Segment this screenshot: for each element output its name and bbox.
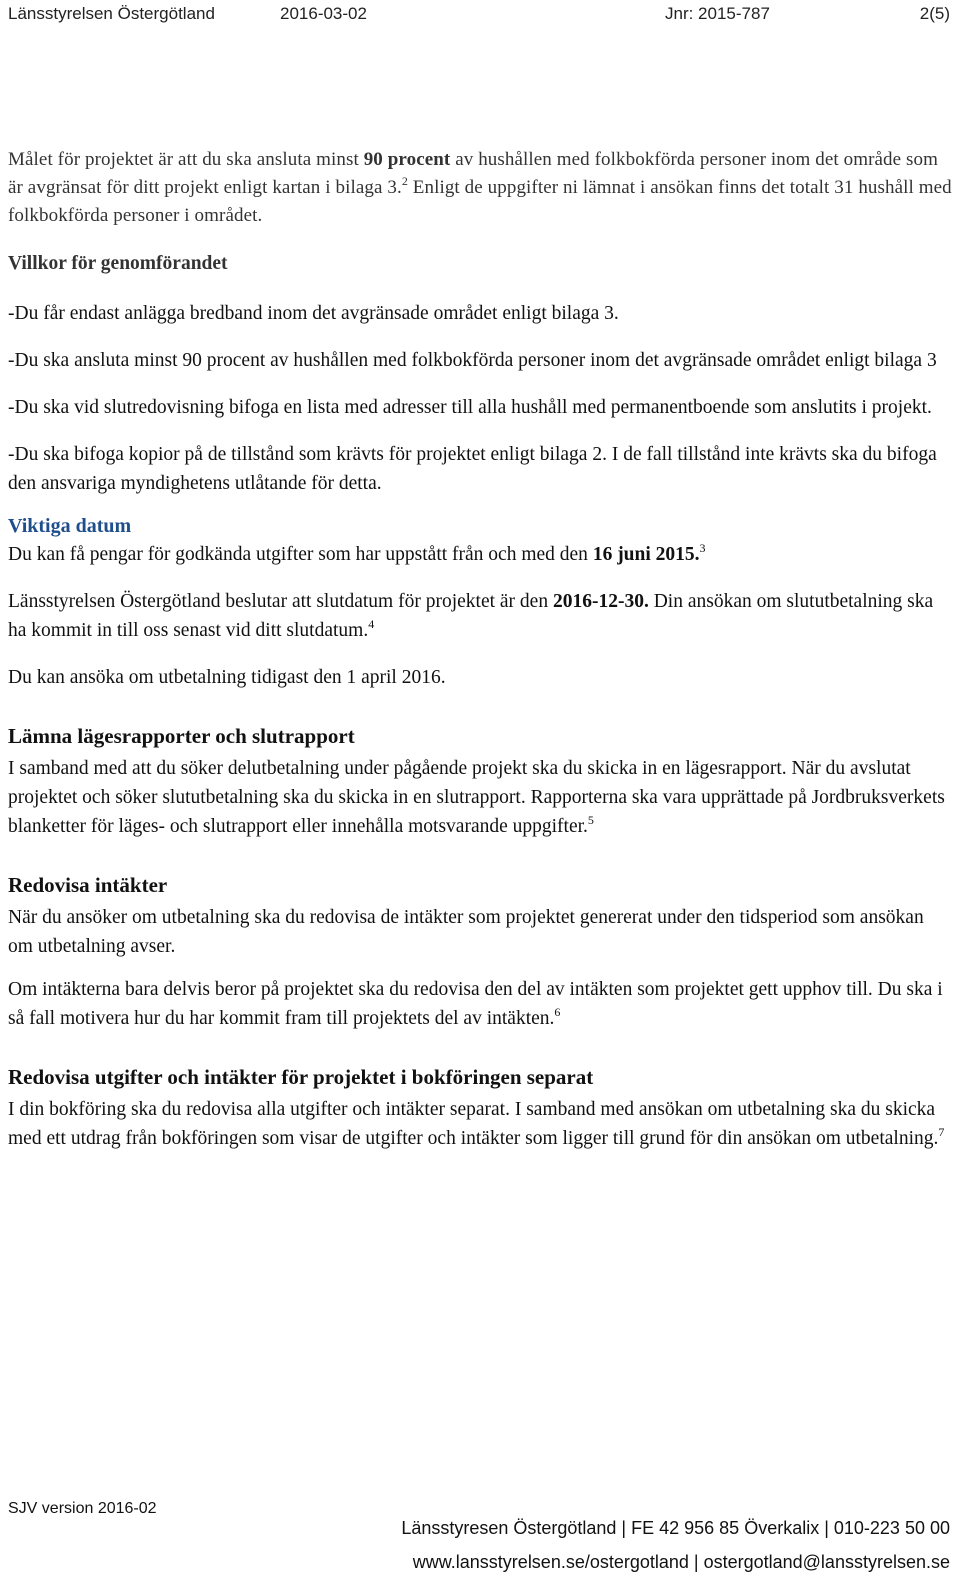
header-journal-number: Jnr: 2015-787 [665, 4, 770, 23]
footer-contact-web: www.lansstyrelsen.se/ostergotland | ostergotland@lansstyrelsen.se [412, 1552, 950, 1572]
datum-start-date: 16 juni 2015. [592, 544, 700, 565]
datum-paragraph-payout: Du kan ansöka om utbetalning tidigast den 1 april 2016. [8, 667, 446, 688]
intakter-paragraph-1: När du ansöker om utbetalning ska du redovisa de intäkter som projektet genererat under den tidsperiod som ansökan om utbetalning avser. [8, 907, 924, 957]
separat-text: I din bokföring ska du redovisa alla utgifter och intäkter separat. I samband med ansökan om utbetalning ska du skicka med ett utdrag från bokföringen som visar de utgifter och intäkter som ligger till grund för din ansökan om utbetalning. [8, 1099, 939, 1149]
intro-bold-percent: 90 procent [363, 149, 451, 170]
header-date: 2016-03-02 [280, 4, 367, 23]
rapport-heading: Lämna lägesrapporter och slutrapport [8, 724, 355, 748]
footnote-ref-2: 2 [401, 174, 408, 188]
intro-paragraph [8, 146, 953, 230]
page-header [8, 4, 950, 26]
villkor-item: -Du ska bifoga kopior på de tillstånd som krävts för projektet enligt bilaga 2. I de fall tillstånd inte krävts ska du bifoga den ansvariga myndighetens utlåtande för detta. [8, 444, 937, 494]
footer-contact-address: Länsstyresen Östergötland | FE 42 956 85 Överkalix | 010-223 50 00 [401, 1518, 950, 1538]
footnote-ref-3: 3 [699, 541, 706, 555]
footnote-ref-5: 5 [587, 813, 594, 827]
villkor-item: -Du ska ansluta minst 90 procent av hushållen med folkbokförda personer inom det avgränsade området enligt bilaga 3 [8, 350, 937, 371]
intakter-heading: Redovisa intäkter [8, 873, 168, 897]
datum-heading: Viktiga datum [8, 515, 132, 537]
datum-paragraph-start [8, 540, 953, 569]
datum-end-date: 2016-12-30. [552, 591, 649, 612]
separat-heading: Redovisa utgifter och intäkter för projektet i bokföringen separat [8, 1065, 594, 1089]
header-page-number: 2(5) [919, 4, 950, 23]
footer-version: SJV version 2016-02 [8, 1500, 157, 1517]
footnote-ref-6: 6 [554, 1005, 561, 1019]
rapport-text: I samband med att du söker delutbetalning under pågående projekt ska du skicka in en lägesrapport. När du avslutat projektet och söker slututbetalning ska du skicka in en slutrapport. Rapporterna ska vara upprättade på Jordbruksverkets blanketter för läges- och slutrapport eller innehålla motsvarande uppgifter. [8, 758, 945, 837]
intakter-text: Om intäkterna bara delvis beror på projektet ska du redovisa den del av intäkten som projektet gett upphov till. Du ska i så fall motivera hur du har kommit fram till projektets del av intäkten. [8, 979, 943, 1029]
villkor-item: -Du ska vid slutredovisning bifoga en lista med adresser till alla hushåll med permanentboende som anslutits i projekt. [8, 397, 932, 418]
datum-text-3: Din ansökan om slututbetalning ska ha kommit in till oss senast vid ditt slutdatum. [8, 591, 934, 641]
villkor-heading: Villkor för genomförandet [8, 253, 228, 274]
datum-text-2: Länsstyrelsen Östergötland beslutar att slutdatum för projektet är den [8, 591, 553, 612]
villkor-item: -Du får endast anlägga bredband inom det avgränsade området enligt bilaga 3. [8, 303, 619, 324]
intakter-paragraph-2 [8, 975, 953, 1033]
rapport-paragraph [8, 754, 953, 841]
datum-text-1: Du kan få pengar för godkända utgifter som har uppstått från och med den [8, 544, 593, 565]
footnote-ref-7: 7 [938, 1125, 945, 1139]
document-body [8, 146, 953, 1153]
intro-text-3: Enligt de uppgifter ni lämnat i ansökan finns det totalt 31 hushåll med folkbokförda personer i området. [8, 177, 952, 226]
header-organization: Länsstyrelsen Östergötland [8, 4, 215, 23]
separat-paragraph [8, 1095, 953, 1153]
intro-text-2: av hushållen med folkbokförda personer inom det område som är avgränsat för ditt projekt enligt kartan i bilaga 3. [8, 149, 938, 198]
datum-paragraph-end [8, 587, 953, 645]
footnote-ref-4: 4 [368, 617, 375, 631]
intro-text-1: Målet för projektet är att du ska ansluta minst [8, 149, 364, 170]
